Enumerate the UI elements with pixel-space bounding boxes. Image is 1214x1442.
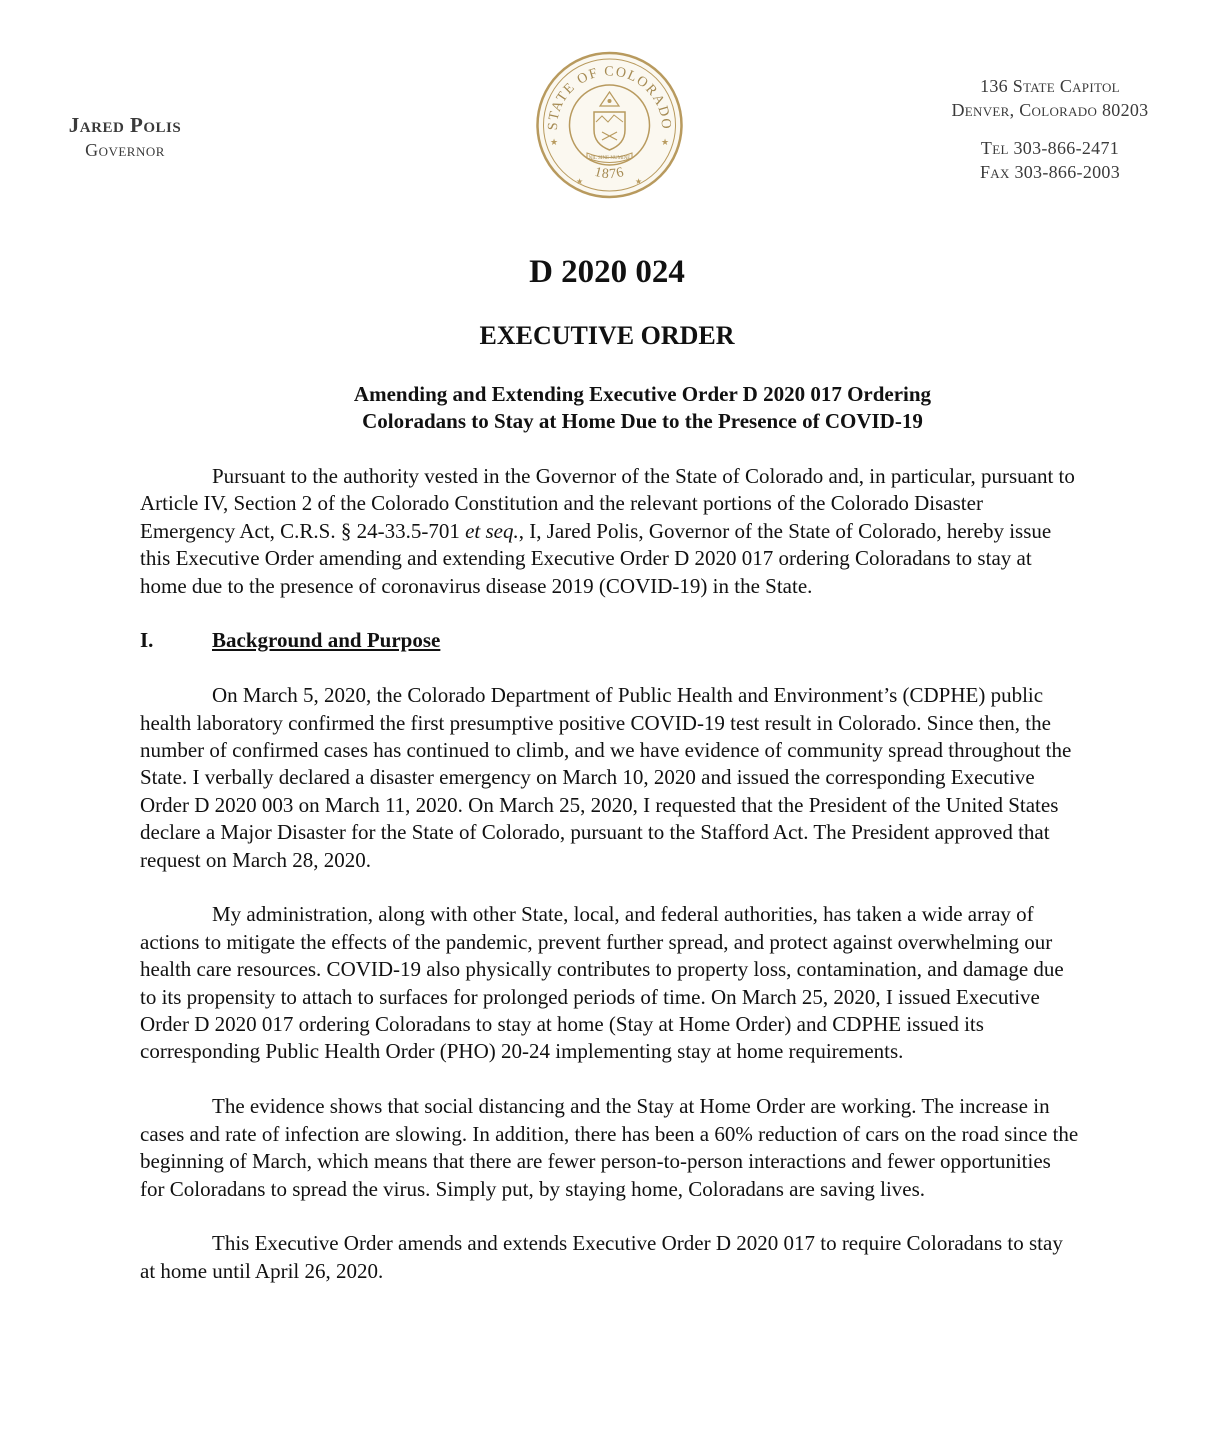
order-subtitle-line-1: Amending and Extending Executive Order D 2020 017 Ordering (353, 382, 932, 406)
address-line-1: 136 State Capitol (980, 76, 1120, 96)
governor-title: Governor (85, 140, 165, 160)
preamble-text-1: Pursuant to the authority vested in the Governor of the State of Colorado and, in particular, pursuant to Article IV, Section 2 of the Colorado Constitution and the relevant portions of the Colorado Disaster Emergency Act, C.R.S. § 24-33.5-701 (140, 464, 1075, 543)
preamble-et-seq: et seq. (465, 518, 519, 543)
order-subtitle-line-2: Coloradans to Stay at Home Due to the Presence of COVID-19 (362, 409, 923, 433)
seal-ring-text: STATE OF COLORADO (545, 64, 674, 131)
preamble-paragraph (140, 463, 1080, 600)
phone-number: Tel 303-866-2471 (980, 138, 1120, 158)
order-number: D 2020 024 (529, 254, 685, 290)
section-heading (140, 627, 1080, 654)
fax-number: Fax 303-866-2003 (979, 162, 1121, 182)
background-paragraph-2: My administration, along with other State, local, and federal authorities, has taken a wide array of actions to mitigate the effects of the pandemic, prevent further spread, and protect against overwhelming our health care resources. COVID-19 also physically contributes to property loss, contamination, and damage due to its propensity to attach to surfaces for prolonged periods of time. On March 25, 2020, I issued Executive Order D 2020 017 ordering Coloradans to stay at home (Stay at Home Order) and CDPHE issued its corresponding Public Health Order (PHO) 20-24 implementing stay at home requirements. (140, 902, 1064, 1064)
background-paragraph-3: The evidence shows that social distancing and the Stay at Home Order are working. The increase in cases and rate of infection are slowing. In addition, there has been a 60% reduction of cars on the road since the beginning of March, which means that there are fewer person-to-person interactions and fewer opportunities for Coloradans to spread the virus. Simply put, by staying home, Coloradans are saving lives. (140, 1094, 1079, 1201)
preamble-text-2: , I, Jared Polis, Governor of the State of Colorado, hereby issue this Executive Order amending and extending Executive Order D 2020 017 ordering Coloradans to stay at home due to the presence of coronavirus disease 2019 (COVID-19) in the State. (140, 518, 1052, 598)
background-paragraph-1: On March 5, 2020, the Colorado Department of Public Health and Environment’s (CDPHE) public health laboratory confirmed the first presumptive positive COVID-19 test result in Colorado. Since then, the number of confirmed cases has continued to climb, and we have evidence of community spread throughout the State. I verbally declared a disaster emergency on March 10, 2020 and issued the corresponding Executive Order D 2020 003 on March 11, 2020. On March 25, 2020, I requested that the President of the United States declare a Major Disaster for the State of Colorado, pursuant to the Stafford Act. The President approved that request on March 28, 2020. (140, 683, 1072, 872)
svg-text:★: ★ (661, 138, 670, 148)
order-type: EXECUTIVE ORDER (479, 321, 735, 350)
state-seal-icon (532, 50, 687, 200)
svg-text:★: ★ (635, 177, 643, 186)
seal-year: 1876 (592, 164, 627, 183)
section-number: I. (140, 628, 154, 653)
svg-text:★: ★ (576, 177, 584, 186)
letterhead (0, 0, 1214, 220)
address-block (930, 74, 1170, 184)
section-title: Background and Purpose (212, 628, 441, 653)
background-paragraph-4: This Executive Order amends and extends Executive Order D 2020 017 to require Coloradans to stay at home until April 26, 2020. (140, 1231, 1063, 1283)
order-subtitle (250, 381, 1035, 435)
governor-block (60, 112, 190, 162)
svg-text:★: ★ (550, 138, 559, 148)
order-body (140, 463, 1080, 1313)
seal-motto: NIL SINE NUMINE (588, 156, 631, 161)
governor-name: Jared Polis (68, 113, 182, 137)
address-line-2: Denver, Colorado 80203 (951, 100, 1149, 120)
